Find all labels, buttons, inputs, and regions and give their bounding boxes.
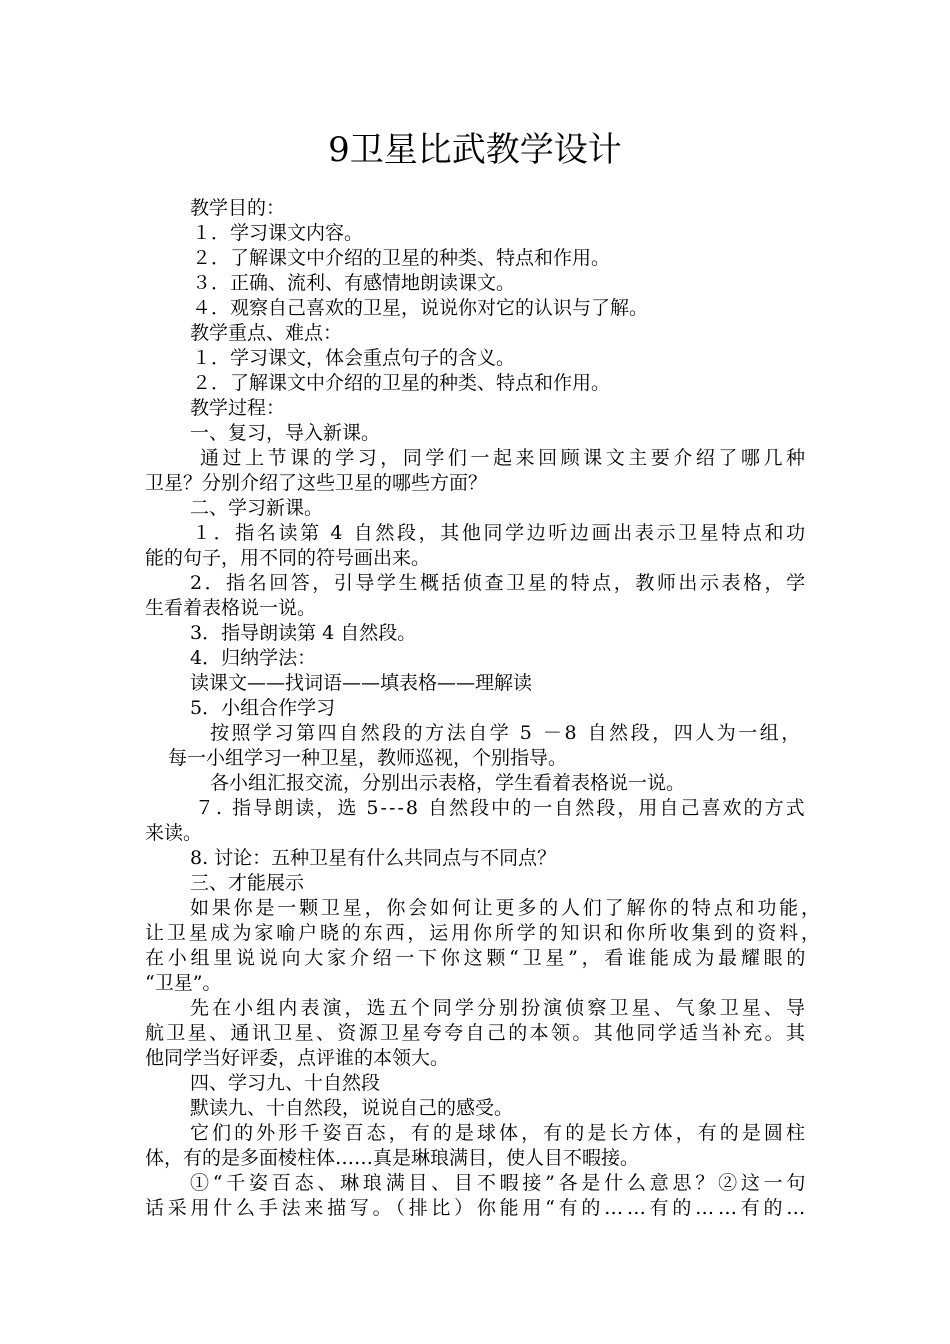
text-line: 各小组汇报交流，分别出示表格，学生看着表格说一说。 bbox=[210, 772, 686, 794]
text-line: 教学过程： bbox=[190, 397, 286, 419]
text-line: 4．归纳学法： bbox=[190, 647, 317, 669]
document-title: 9卫星比武教学设计 bbox=[328, 130, 622, 170]
text-line: １．学习课文，体会重点句子的含义。 bbox=[192, 347, 516, 369]
text-line: 教学目的： bbox=[190, 197, 286, 219]
text-line: 5．小组合作学习 bbox=[190, 697, 336, 719]
text-line: 默读九、十自然段，说说自己的感受。 bbox=[190, 1097, 514, 1119]
text-line: 通过上节课的学习，同学们一起来回顾课文主要介绍了哪几种 bbox=[200, 447, 809, 469]
text-line: 读课文——找词语——填表格——理解读 bbox=[190, 672, 533, 694]
text-line: 按照学习第四自然段的方法自学 5 －8 自然段，四人为一组， bbox=[210, 722, 803, 744]
text-line: 一、复习，导入新课。 bbox=[190, 422, 381, 444]
text-line: ４．观察自己喜欢的卫星，说说你对它的认识与了解。 bbox=[192, 297, 649, 319]
text-line: 四、学习九、十自然段 bbox=[190, 1072, 381, 1094]
text-line: 如果你是一颗卫星，你会如何让更多的人们了解你的特点和功能， bbox=[190, 897, 823, 919]
text-line: 8. 讨论：五种卫星有什么共同点与不同点？ bbox=[190, 847, 557, 869]
text-line: 能的句子，用不同的符号画出来。 bbox=[145, 547, 431, 569]
text-line: 航卫星、通讯卫星、资源卫星夸夸自己的本领。其他同学适当补充。其 bbox=[145, 1022, 808, 1044]
text-line: 教学重点、难点： bbox=[190, 322, 343, 344]
text-line: ①“千姿百态、琳琅满目、目不暇接”各是什么意思？②这一句 bbox=[190, 1172, 810, 1194]
text-line: ３．正确、流利、有感情地朗读课文。 bbox=[192, 272, 516, 294]
text-line: 在小组里说说向大家介绍一下你这颗“卫星”，看谁能成为最耀眼的 bbox=[145, 947, 810, 969]
text-line: 来读。 bbox=[145, 822, 203, 844]
text-line: １．指名读第 4 自然段，其他同学边听边画出表示卫星特点和功 bbox=[192, 522, 808, 544]
text-line: 2．指名回答，引导学生概括侦查卫星的特点，教师出示表格，学 bbox=[190, 572, 808, 594]
text-line: 他同学当好评委，点评谁的本领大。 bbox=[145, 1047, 450, 1069]
text-line: ２．了解课文中介绍的卫星的种类、特点和作用。 bbox=[192, 372, 611, 394]
text-line: 话采用什么手法来描写。（排比）你能用“有的……有的……有的… bbox=[145, 1197, 809, 1219]
text-line: 体，有的是多面棱柱体……真是琳琅满目，使人目不暇接。 bbox=[145, 1147, 640, 1169]
text-line: 让卫星成为家喻户晓的东西，运用你所学的知识和你所收集到的资料， bbox=[145, 922, 823, 944]
text-line: ７. 指导朗读，选 5---8 自然段中的一自然段，用自己喜欢的方式 bbox=[195, 797, 807, 819]
text-line: 三、才能展示 bbox=[190, 872, 305, 894]
text-line: 先在小组内表演，选五个同学分别扮演侦察卫星、气象卫星、导 bbox=[190, 997, 809, 1019]
text-line: １．学习课文内容。 bbox=[192, 222, 364, 244]
text-line: 每一小组学习一种卫星，教师巡视，个别指导。 bbox=[168, 747, 568, 769]
text-line: “卫星”。 bbox=[145, 972, 222, 994]
text-line: 生看着表格说一说。 bbox=[145, 597, 317, 619]
text-line: 二、学习新课。 bbox=[190, 497, 324, 519]
text-line: 卫星？分别介绍了这些卫星的哪些方面？ bbox=[145, 472, 488, 494]
text-line: 它们的外形千姿百态，有的是球体，有的是长方体，有的是圆柱 bbox=[190, 1122, 809, 1144]
text-line: ２．了解课文中介绍的卫星的种类、特点和作用。 bbox=[192, 247, 611, 269]
text-line: 3．指导朗读第 4 自然段。 bbox=[190, 622, 417, 644]
